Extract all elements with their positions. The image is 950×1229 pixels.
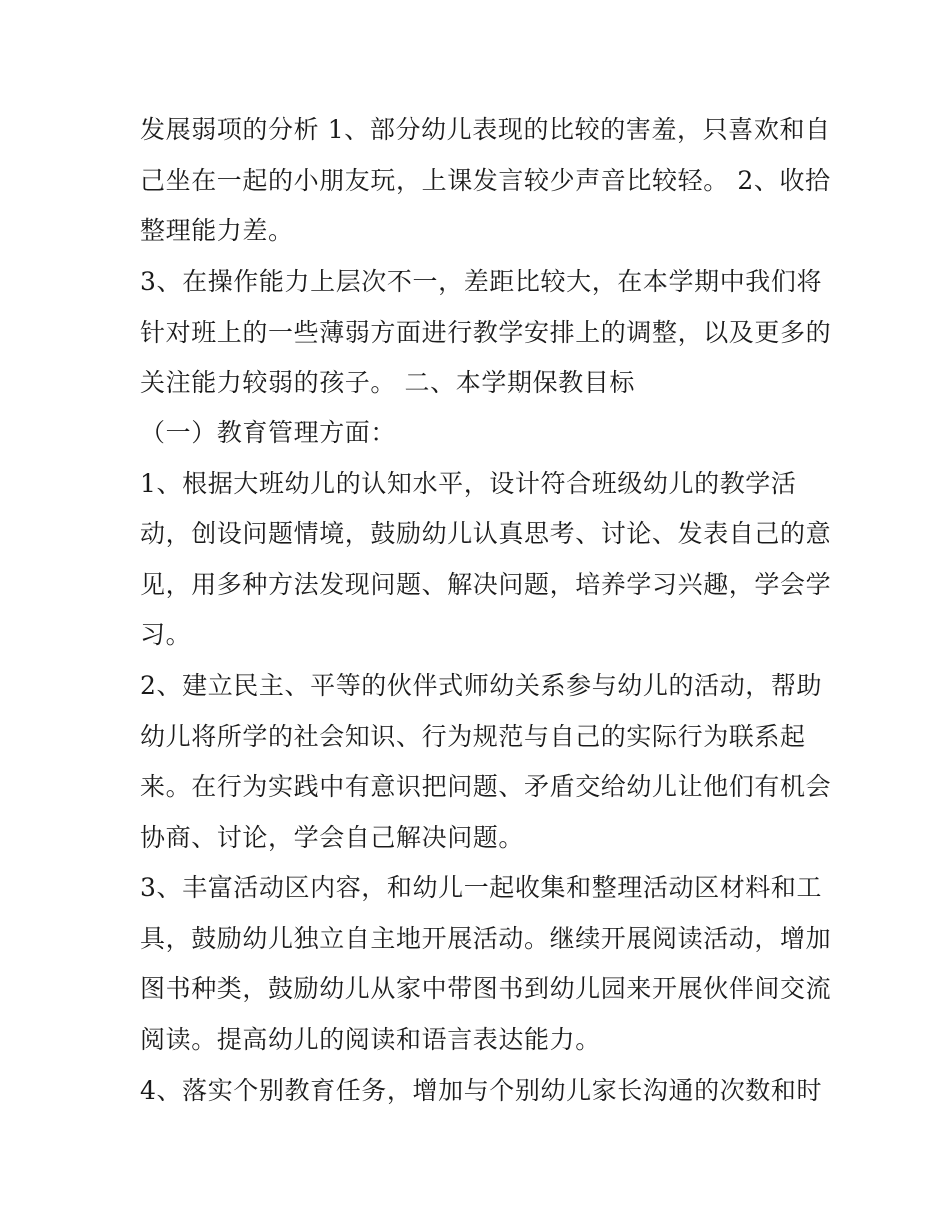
text-line: 关注能力较弱的孩子。 二、本学期保教目标 <box>140 368 635 397</box>
text-line: 己坐在一起的小朋友玩，上课发言较少声音比较轻。 2、收拾 <box>140 166 831 195</box>
text-line: 3、在操作能力上层次不一，差距比较大，在本学期中我们将 <box>140 267 823 296</box>
text-line: 阅读。提高幼儿的阅读和语言表达能力。 <box>140 1025 601 1054</box>
text-line: 发展弱项的分析 1、部分幼儿表现的比较的害羞，只喜欢和自 <box>140 115 831 144</box>
text-line: 协商、讨论，学会自己解决问题。 <box>140 823 525 852</box>
text-line: 3、丰富活动区内容，和幼儿一起收集和整理活动区材料和工 <box>140 873 823 902</box>
text-line: 习。 <box>140 620 192 649</box>
text-line: 整理能力差。 <box>140 216 294 245</box>
section-heading: （一）教育管理方面： <box>140 418 397 447</box>
text-line: 1、根据大班幼儿的认知水平，设计符合班级幼儿的教学活 <box>140 469 797 498</box>
text-line: 图书种类，鼓励幼儿从家中带图书到幼儿园来开展伙伴间交流 <box>140 974 832 1003</box>
text-line: 见，用多种方法发现问题、解决问题，培养学习兴趣，学会学 <box>140 570 832 599</box>
text-line: 具，鼓励幼儿独立自主地开展活动。继续开展阅读活动，增加 <box>140 924 832 953</box>
text-line: 2、建立民主、平等的伙伴式师幼关系参与幼儿的活动，帮助 <box>140 671 823 700</box>
text-line: 幼儿将所学的社会知识、行为规范与自己的实际行为联系起 <box>140 722 806 751</box>
text-line: 来。在行为实践中有意识把问题、矛盾交给幼儿让他们有机会 <box>140 772 832 801</box>
text-line: 4、落实个别教育任务，增加与个别幼儿家长沟通的次数和时 <box>140 1076 823 1105</box>
text-line: 动，创设问题情境，鼓励幼儿认真思考、讨论、发表自己的意 <box>140 519 832 548</box>
text-line: 针对班上的一些薄弱方面进行教学安排上的调整，以及更多的 <box>140 318 832 347</box>
